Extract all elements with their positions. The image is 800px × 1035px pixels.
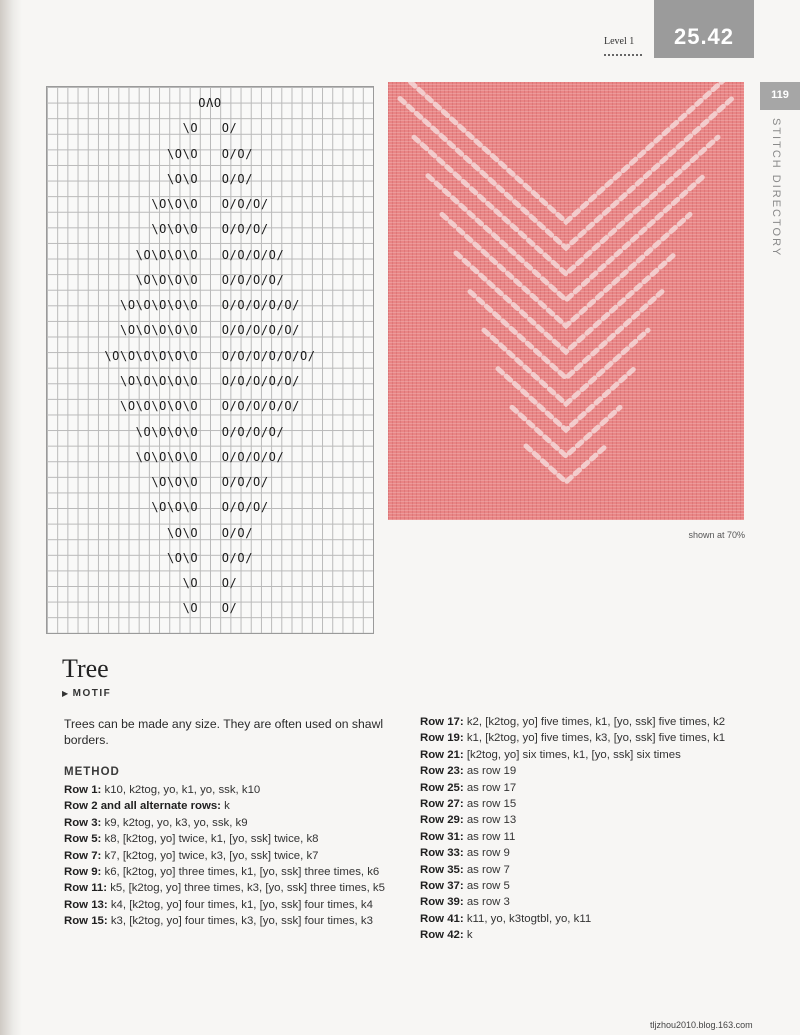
method-row-label: Row 35: [420, 863, 464, 876]
chart-row: \O\O\O\O\O O/O/O/O/O/ [120, 373, 300, 388]
method-row [420, 714, 750, 730]
method-row-text: k4, [k2tog, yo] four times, k1, [yo, ssk] four times, k4 [107, 898, 373, 911]
method-row [64, 782, 404, 798]
method-rows-left [64, 782, 404, 930]
chart-row: \O\O O/O/ [166, 171, 254, 186]
method-row [420, 878, 750, 894]
method-row-text: k5, [k2tog, yo] three times, k3, [yo, ssk] three times, k5 [107, 882, 385, 895]
page-binding-shadow [0, 0, 22, 1035]
method-row [420, 730, 750, 746]
method-rows-right [420, 714, 750, 944]
method-row-label: Row 2 and all alternate rows: [64, 800, 221, 813]
method-row [420, 747, 750, 763]
method-row [420, 812, 750, 828]
pattern-category [62, 688, 111, 699]
method-row-text: as row 9 [463, 847, 510, 860]
section-number: 25.42 [673, 24, 735, 49]
method-row-text: k1, [k2tog, yo] five times, k3, [yo, ssk] five times, k1 [463, 732, 726, 745]
lace-chevron [484, 330, 648, 404]
method-row-text: k10, k2tog, yo, k1, yo, ssk, k10 [101, 784, 261, 796]
chart-row: \O\O\O\O\O O/O/O/O/O/ [120, 298, 300, 313]
method-row-label: Row 19: [420, 732, 464, 745]
method-row [64, 831, 404, 847]
method-row-label: Row 42: [420, 929, 464, 942]
method-row-label: Row 1: [64, 784, 102, 796]
chart-row: \O\O O/O/ [166, 550, 254, 565]
method-row-label: Row 29: [420, 814, 464, 827]
method-row-label: Row 15: [64, 915, 108, 928]
chart-row: \O\O\O O/O/O/ [151, 222, 269, 237]
method-row [64, 815, 404, 831]
method-row-label: Row 39: [420, 896, 464, 909]
method-row-label: Row 3: [64, 816, 102, 829]
method-row [420, 911, 750, 927]
chart-row: \O\O\O\O\O\O O/O/O/O/O/O/ [104, 348, 316, 363]
page-number: 119 [771, 89, 789, 101]
method-row-text: k8, [k2tog, yo] twice, k1, [yo, ssk] twice, k8 [101, 833, 319, 846]
chart-row: \O O/ [182, 601, 238, 616]
method-row [420, 927, 750, 943]
method-row-label: Row 37: [420, 880, 464, 893]
method-row-text: k [463, 929, 473, 942]
lace-chevron [526, 446, 606, 482]
chart-row: \O\O\O O/O/O/ [151, 500, 269, 515]
method-row [420, 894, 750, 910]
chart-row: \O\O\O\O O/O/O/O/ [135, 449, 285, 464]
method-heading: METHOD [64, 766, 120, 778]
method-row-label: Row 7: [64, 849, 102, 862]
method-row-text: k2, [k2tog, yo] five times, k1, [yo, ssk] five times, k2 [463, 716, 726, 728]
method-row-text: k9, k2tog, yo, k3, yo, ssk, k9 [101, 816, 248, 829]
knitting-chart [46, 86, 374, 634]
method-row-text: as row 11 [463, 830, 516, 843]
footer-watermark: tljzhou2010.blog.163.com [650, 1020, 753, 1030]
chart-row: \O\O\O\O\O O/O/O/O/O/ [120, 399, 300, 414]
method-row-label: Row 23: [420, 765, 464, 778]
method-row [420, 845, 750, 861]
method-row-label: Row 25: [420, 781, 464, 794]
method-row [64, 798, 404, 814]
chart-row: \O\O\O\O\O O/O/O/O/O/ [120, 323, 300, 338]
method-row [64, 880, 404, 896]
lace-chevron [388, 82, 744, 222]
method-row-text: [k2tog, yo] six times, k1, [yo, ssk] six times [463, 748, 681, 761]
lace-chevron [470, 292, 662, 378]
chart-row: \O\O\O\O O/O/O/O/ [135, 247, 285, 262]
chart-row: \O O/ [182, 121, 238, 136]
page-number-tab [760, 82, 800, 110]
side-section-label: STITCH DIRECTORY [770, 118, 782, 258]
triangle-right-icon: ▶ [62, 689, 70, 698]
chart-row: OΛO [198, 96, 222, 110]
method-row [420, 829, 750, 845]
lace-chevron [442, 214, 690, 326]
method-row [64, 897, 404, 913]
method-row-text: k7, [k2tog, yo] twice, k3, [yo, ssk] twice, k7 [101, 849, 319, 862]
chart-row: \O\O\O O/O/O/ [151, 197, 269, 212]
method-row [64, 864, 404, 880]
chart-row: \O\O\O O/O/O/ [151, 475, 269, 490]
method-row-text: as row 3 [463, 896, 510, 909]
pattern-intro: Trees can be made any size. They are often used on shawl borders. [64, 717, 384, 747]
method-row [64, 848, 404, 864]
method-row-text: k [220, 800, 230, 813]
chart-row: \O O/ [182, 576, 238, 591]
chart-row: \O\O O/O/ [166, 146, 254, 161]
method-row [420, 862, 750, 878]
method-row [420, 780, 750, 796]
lace-pattern [388, 82, 744, 520]
chart-row: \O\O\O\O O/O/O/O/ [135, 424, 285, 439]
pattern-title: Tree [62, 654, 109, 683]
method-row-text: as row 17 [463, 781, 517, 794]
method-row-text: as row 13 [463, 814, 517, 827]
chart-row: \O\O\O\O O/O/O/O/ [135, 272, 285, 287]
method-row-label: Row 41: [420, 912, 464, 925]
method-row-text: k11, yo, k3togtbl, yo, k11 [463, 912, 592, 925]
method-row-label: Row 9: [64, 866, 102, 879]
knitted-swatch-photo [388, 82, 744, 520]
pattern-category-label: MOTIF [72, 688, 112, 699]
method-row-text: k3, [k2tog, yo] four times, k3, [yo, ssk] four times, k3 [107, 915, 373, 928]
method-row-text: as row 7 [463, 863, 510, 876]
method-row-label: Row 27: [420, 798, 464, 811]
method-row-text: as row 15 [463, 798, 517, 811]
method-row-label: Row 11: [64, 882, 108, 895]
section-number-box [654, 0, 754, 58]
method-row [420, 796, 750, 812]
lace-chevron [400, 99, 732, 248]
photo-caption: shown at 70% [688, 530, 745, 540]
method-row-label: Row 33: [420, 847, 464, 860]
method-row-label: Row 21: [420, 748, 464, 761]
chart-row: \O\O O/O/ [166, 525, 254, 540]
method-row-label: Row 31: [420, 830, 464, 843]
method-row-label: Row 17: [420, 716, 464, 728]
method-row-label: Row 5: [64, 833, 102, 846]
method-row [64, 913, 404, 929]
level-dots [604, 54, 642, 56]
method-row [420, 763, 750, 779]
level-label: Level 1 [604, 36, 635, 47]
method-row-text: as row 19 [463, 765, 517, 778]
method-row-text: as row 5 [463, 880, 510, 893]
method-row-text: k6, [k2tog, yo] three times, k1, [yo, ssk] three times, k6 [101, 866, 380, 879]
method-row-label: Row 13: [64, 898, 108, 911]
